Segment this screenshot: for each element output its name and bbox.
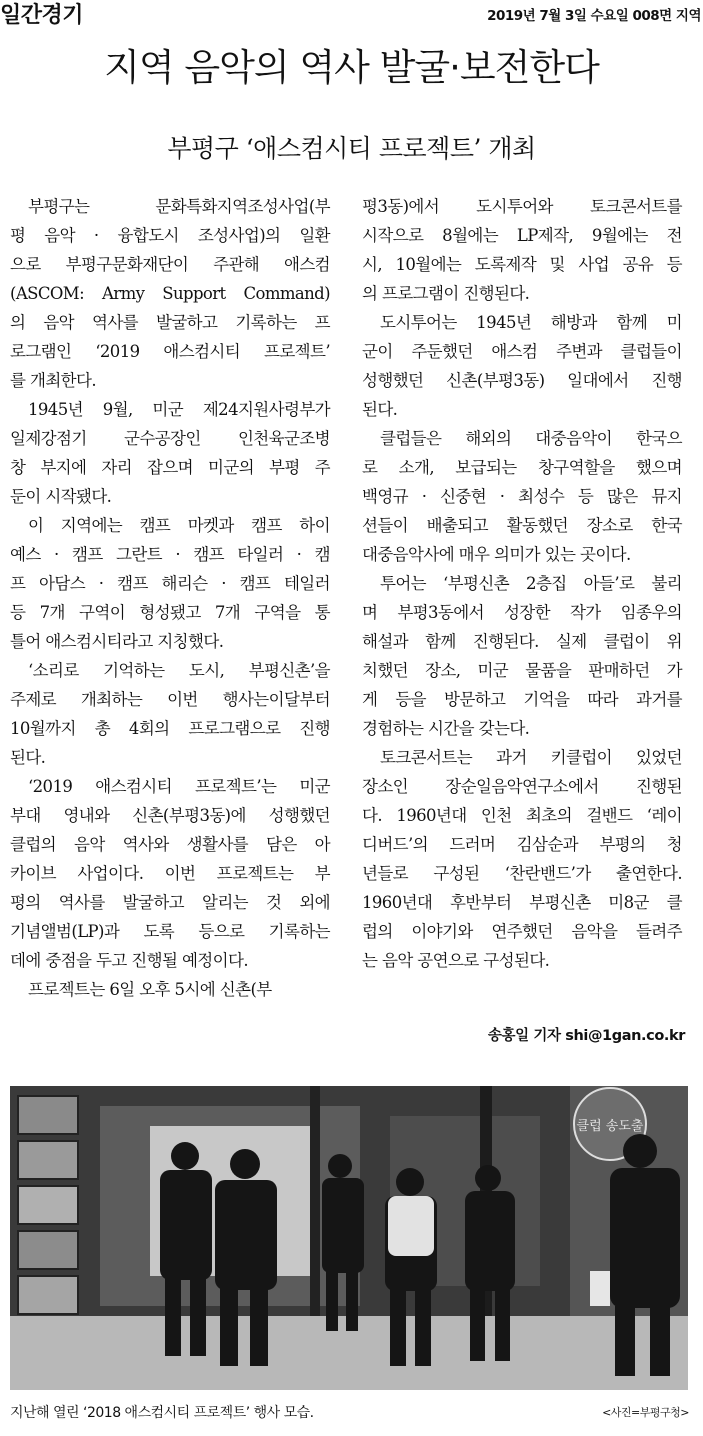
article-text-line: 프로젝트는 6일 오후 5시에 신촌(부 [28,980,272,999]
article-text-line: 토크콘서트는 과거 키클럽이 있었던 [380,748,682,767]
article-text-line: 10월까지 총 4회의 프로그램으로 진행 [10,719,330,738]
article-text-line: 게 등을 방문하고 기억을 따라 과거를 [362,690,682,709]
photo-credit: <사진=부평구청> [602,1406,689,1419]
article-text-line: 며 부평3동에서 성장한 작가 임종우의 [362,603,682,622]
article-column-right [362,192,682,975]
article-text-line: ‘소리로 기억하는 도시, 부평신촌’을 [28,661,330,680]
article-text-line: 클럽의 음악 역사와 생활사를 담은 아 [10,835,330,854]
article-text-line: 평의 역사를 발굴하고 알리는 것 외에 [10,893,330,912]
article-text-line: 카이브 사업이다. 이번 프로젝트는 부 [10,864,330,883]
article-text-line: 둔이 시작됐다. [10,487,112,506]
article-text-line: 럽의 이야기와 연주했던 음악을 들려주 [362,922,682,941]
article-text-line: 년들로 구성된 ‘찬란밴드’가 출연한다. [362,864,682,883]
article-text-line: 1960년대 후반부터 부평신촌 미8군 클 [362,893,682,912]
article-text-line: 백영규 · 신중현 · 최성수 등 많은 뮤지 [362,487,682,506]
article-text-line: 션들이 배출되고 활동했던 장소로 한국 [362,516,682,535]
article-text-line: 등 7개 구역이 형성됐고 7개 구역을 통 [10,603,330,622]
article-text-line: 평 음악 · 융합도시 조성사업)의 일환 [10,226,330,245]
article-text-line: 의 프로그램이 진행된다. [362,284,530,303]
article-text-line: 1945년 9월, 미군 제24지원사령부가 [28,400,330,419]
article-text-line: 로 소개, 보급되는 창구역할을 했으며 [362,458,682,477]
article-text-line: 해설과 함께 진행된다. 실제 클럽이 위 [362,632,682,651]
article-text-line: 평3동)에서 도시투어와 토크콘서트를 [362,197,682,216]
article-photo [10,1086,688,1390]
article-text-line: 로그램인 ‘2019 애스컴시티 프로젝트’ [10,342,330,361]
article-text-line: 된다. [10,748,46,767]
article-text-line: 군이 주둔했던 애스컴 주변과 클럽들이 [362,342,682,361]
article-text-line: 시, 10월에는 도록제작 및 사업 공유 등 [362,255,682,274]
article-text-line: 된다. [362,400,398,419]
article-text-line: 시작으로 8월에는 LP제작, 9월에는 전 [362,226,682,245]
article-text-line: 의 음악 역사를 발굴하고 기록하는 프 [10,313,330,332]
article-text-line: 부대 영내와 신촌(부평3동)에 성행했던 [10,806,330,825]
dateline: 2019년 7월 3일 수요일 008면 지역 [487,8,701,24]
photo-caption: 지난해 열린 ‘2018 애스컴시티 프로젝트’ 행사 모습. [10,1405,314,1421]
subheadline: 부평구 ‘애스컴시티 프로젝트’ 개최 [167,134,536,163]
article-text-line: 경험하는 시간을 갖는다. [362,719,530,738]
article-text-line: 대중음악사에 매우 의미가 있는 곳이다. [362,545,631,564]
newspaper-logo: 일간경기 [0,3,84,28]
article-text-line: 틀어 애스컴시티라고 지칭했다. [10,632,224,651]
headline: 지역 음악의 역사 발굴·보전한다 [104,46,599,89]
article-text-line: 성행했던 신촌(부평3동) 일대에서 진행 [362,371,682,390]
article-text-line: 디버드’의 드러머 김삼순과 부평의 청 [362,835,682,854]
article-text-line: 창 부지에 자리 잡으며 미군의 부평 주 [10,458,330,477]
masthead [0,0,703,30]
article-text-line: 이 지역에는 캠프 마켓과 캠프 하이 [28,516,330,535]
article-text-line: (ASCOM: Army Support Command) [10,284,330,303]
article-text-line: 부평구는 문화특화지역조성사업(부 [28,197,330,216]
article-column-left [10,192,330,1004]
article-text-line: 예스 · 캠프 그란트 · 캠프 타일러 · 캠 [10,545,330,564]
byline: 송홍일 기자 shi@1gan.co.kr [487,1028,685,1044]
article-text-line: 도시투어는 1945년 해방과 함께 미 [380,313,682,332]
club-sign-text: 클럽 송도출 [576,1119,644,1134]
photo-illustration [10,1086,688,1390]
article-text-line: 클럽들은 해외의 대중음악이 한국으 [380,429,682,448]
article-text-line: 주제로 개최하는 이번 행사는이달부터 [10,690,330,709]
article-text-line: 를 개최한다. [10,371,96,390]
article-text-line: 다. 1960년대 인천 최초의 걸밴드 ‘레이 [362,806,682,825]
article-text-line: 투어는 ‘부평신촌 2층집 아들’로 불리 [380,574,682,593]
article-text-line: 데에 중점을 두고 진행될 예정이다. [10,951,248,970]
article-text-line: 프 아담스 · 캠프 해리슨 · 캠프 테일러 [10,574,330,593]
article-text-line: 장소인 장순일음악연구소에서 진행된 [362,777,682,796]
article-text-line: 으로 부평구문화재단이 주관해 애스컴 [10,255,330,274]
article-text-line: 는 음악 공연으로 구성된다. [362,951,550,970]
article-text-line: 기념앨범(LP)과 도록 등으로 기록하는 [10,922,330,941]
article-text-line: 치했던 장소, 미군 물품을 판매하던 가 [362,661,682,680]
article-text-line: 일제강점기 군수공장인 인천육군조병 [10,429,330,448]
article-text-line: ‘2019 애스컴시티 프로젝트’는 미군 [28,777,330,796]
